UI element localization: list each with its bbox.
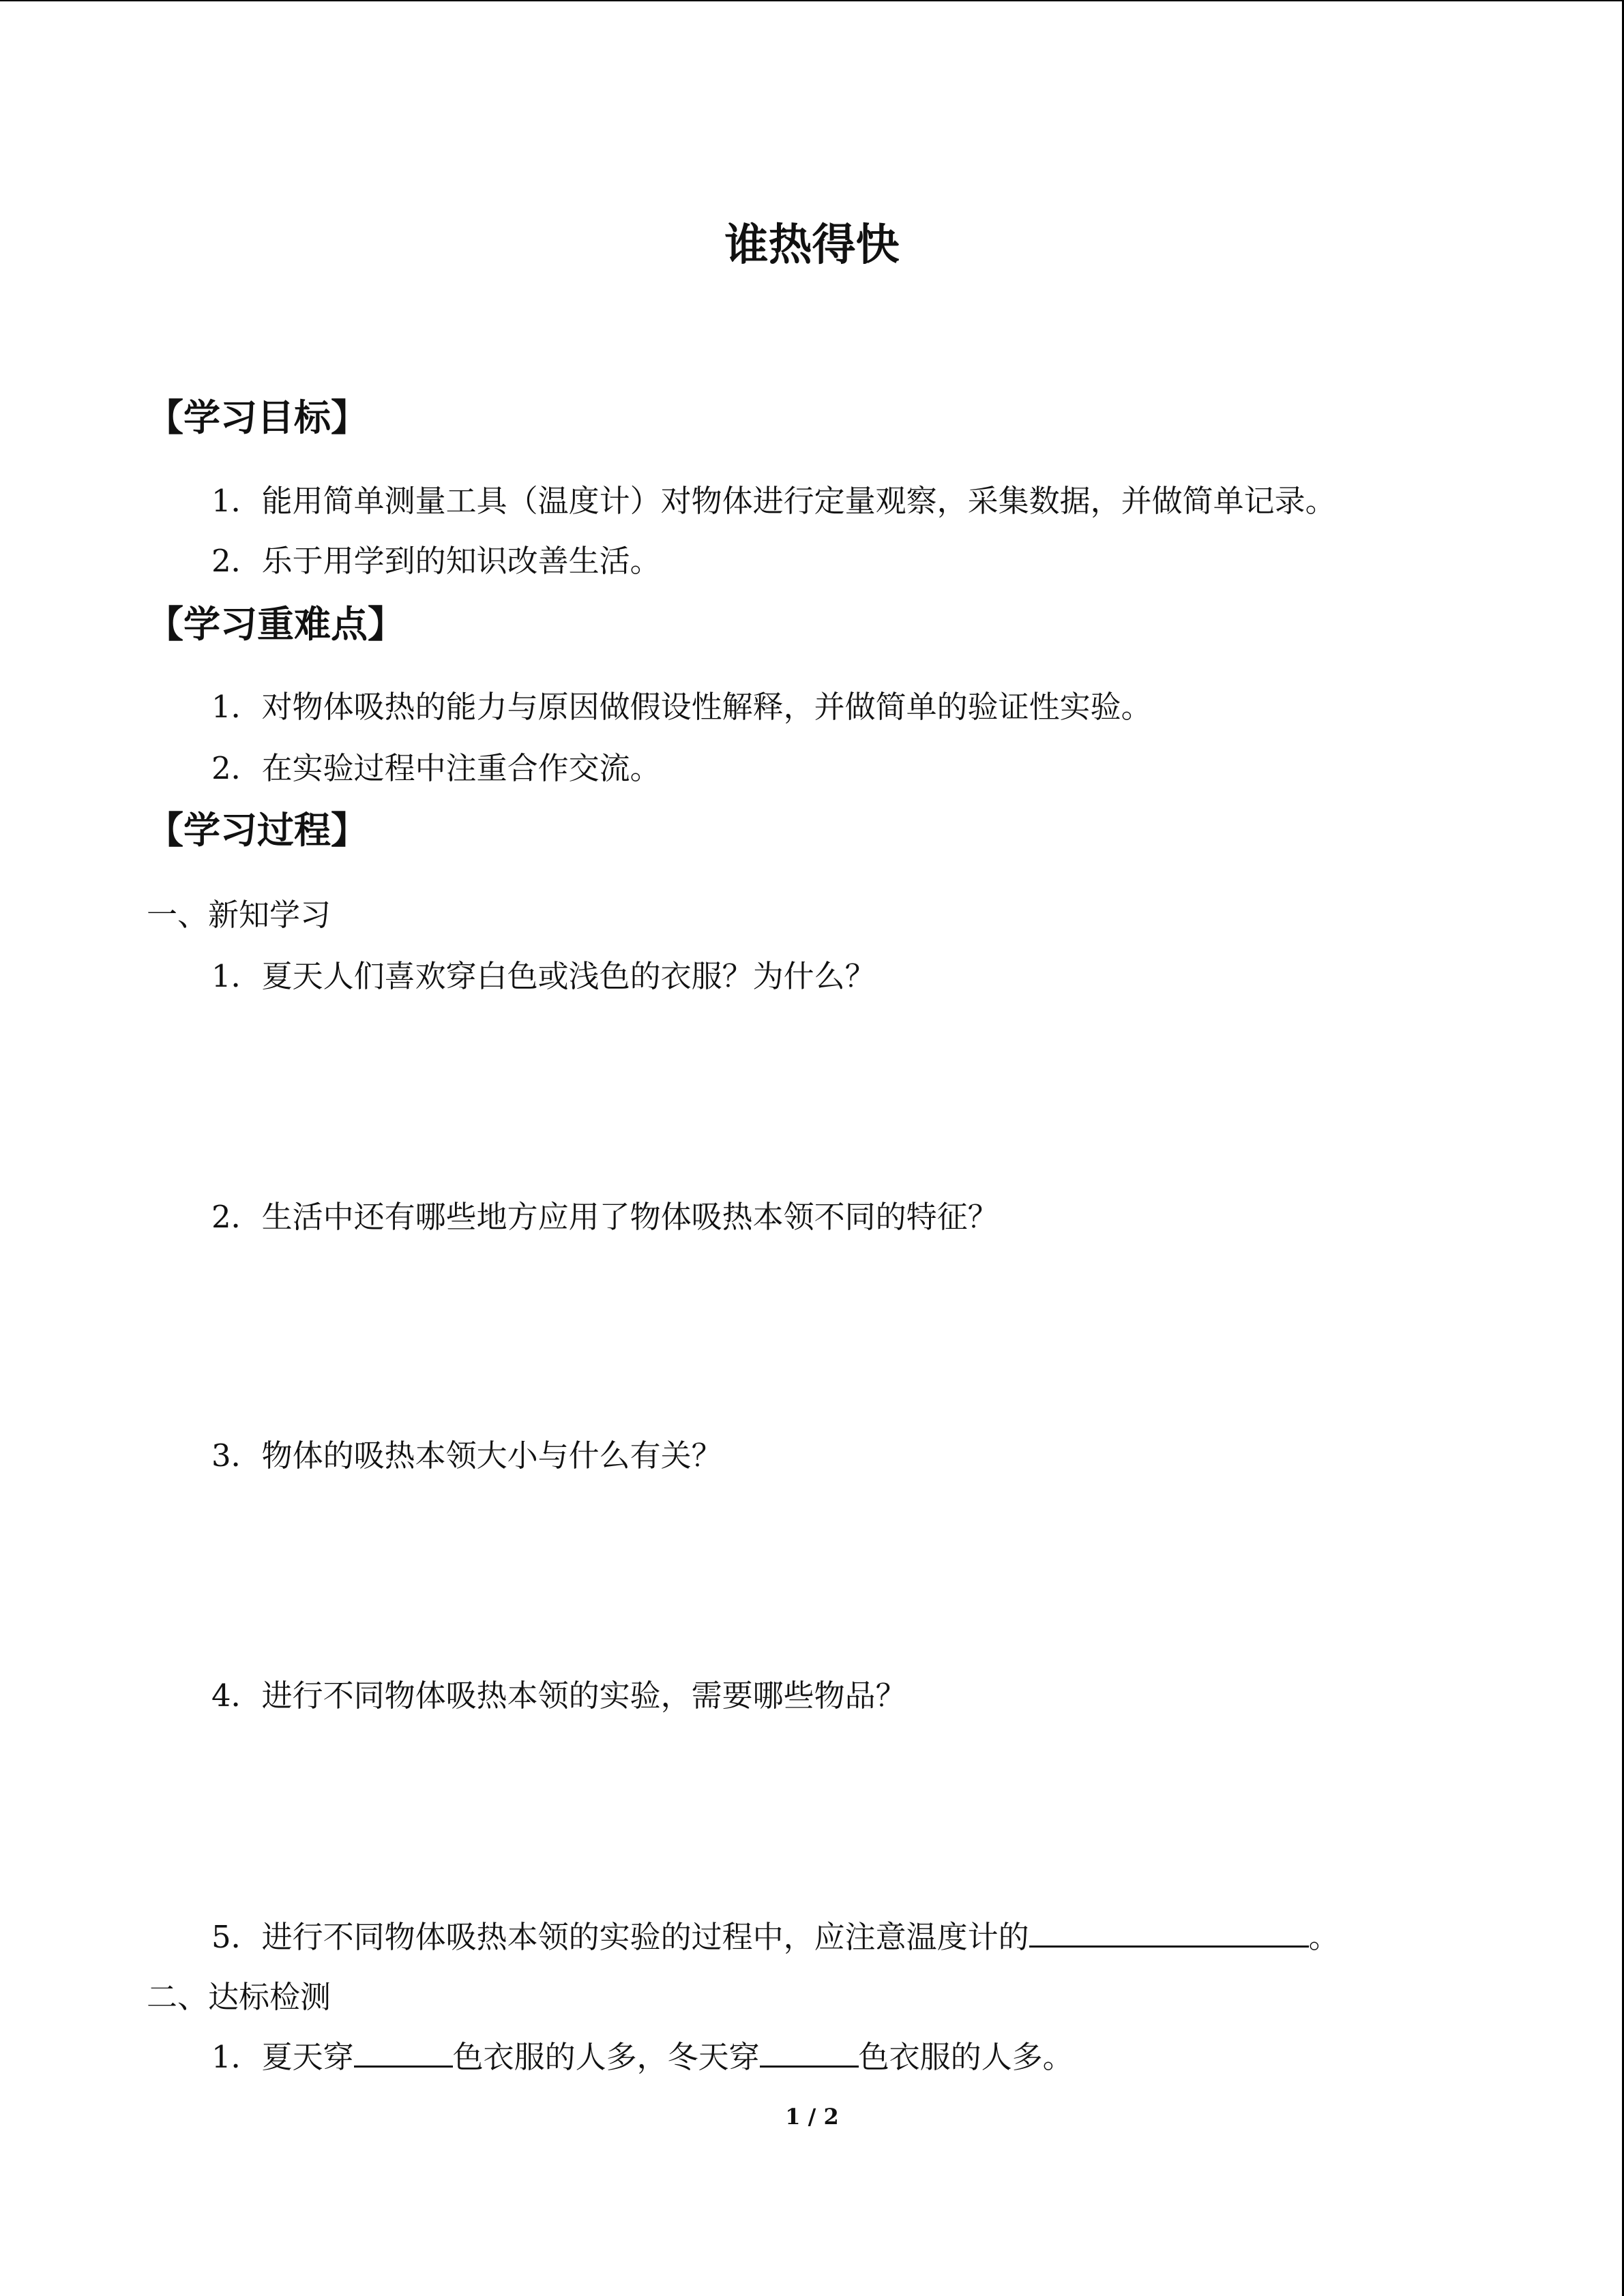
top-border [0,0,1624,1]
check-question-1 [211,2032,1074,2076]
check-q1-part-b: 色衣服的人多，冬天穿 [452,2039,760,2075]
key-points-heading: 【学习重难点】 [147,603,404,646]
question-5-suffix: 。 [1308,1919,1340,1955]
check-q1-part-a: 1．夏天穿 [211,2039,354,2075]
key-point-item-1: 1．对物体吸热的能力与原因做假设性解释，并做简单的验证性实验。 [211,689,1152,725]
question-5 [211,1912,1340,1956]
question-3: 3．物体的吸热本领大小与什么有关？ [211,1437,722,1474]
question-1: 1．夏天人们喜欢穿白色或浅色的衣服？为什么？ [211,958,876,994]
part1-label: 一、新知学习 [147,897,331,933]
process-heading: 【学习过程】 [147,809,368,852]
page-number: 1 / 2 [785,2104,839,2130]
key-point-item-2: 2．在实验过程中注重合作交流。 [211,750,661,786]
answer-blank-q5[interactable] [1029,1945,1309,1948]
goals-heading: 【学习目标】 [147,396,368,439]
answer-blank-summer-color[interactable] [354,2065,453,2068]
check-q1-part-c: 色衣服的人多。 [858,2039,1074,2075]
answer-blank-winter-color[interactable] [760,2065,859,2068]
goal-item-1: 1．能用简单测量工具（温度计）对物体进行定量观察，采集数据，并做简单记录。 [211,483,1336,519]
question-5-prefix: 5．进行不同物体吸热本领的实验的过程中，应注意温度计的 [211,1919,1029,1955]
goal-item-2: 2．乐于用学到的知识改善生活。 [211,543,661,579]
question-4: 4．进行不同物体吸热本领的实验，需要哪些物品？ [211,1678,906,1714]
question-2: 2．生活中还有哪些地方应用了物体吸热本领不同的特征？ [211,1199,999,1235]
page-title: 谁热得快 [724,220,900,271]
part2-label: 二、达标检测 [147,1979,331,2015]
